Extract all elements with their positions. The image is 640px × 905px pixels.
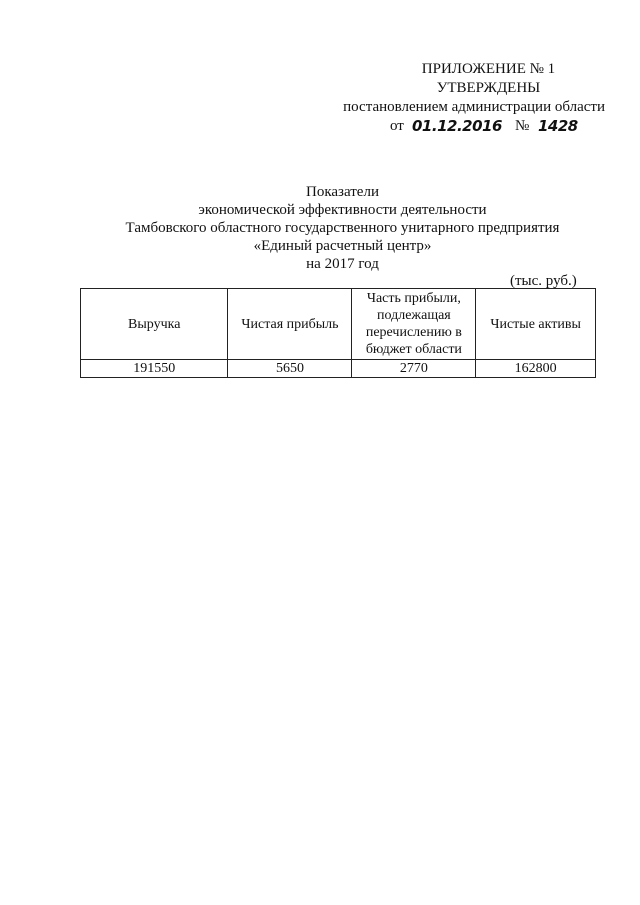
heading-line-5: на 2017 год [306,256,379,272]
header-net-assets: Чистые активы [476,289,596,360]
heading-line-4: «Единый расчетный центр» [253,238,432,254]
appendix-title: ПРИЛОЖЕНИЕ № 1 [421,61,556,77]
heading-line-1: Показатели [306,184,379,200]
approval-block [320,60,605,137]
decree-date-line [320,117,605,137]
cell-profit-share: 2770 [352,360,476,378]
document-heading [60,183,625,273]
indicators-table [80,288,596,378]
header-revenue: Выручка [81,289,228,360]
header-profit-share: Часть прибыли, подлежащая перечислению в бюджет области [352,289,476,360]
from-label: от [390,118,404,134]
decree-number: 1428 [538,117,578,135]
cell-revenue: 191550 [81,360,228,378]
heading-line-2: экономической эффективности деятельности [198,202,487,218]
table-header-row [81,289,596,360]
decree-text: постановлением администрации области [343,99,605,115]
decree-date: 01.12.2016 [412,117,502,135]
header-net-profit: Чистая прибыль [228,289,352,360]
units-label: (тыс. руб.) [510,273,577,289]
table-row [81,360,596,378]
heading-line-3: Тамбовского областного государственного унитарного предприятия [125,220,560,236]
cell-net-assets: 162800 [476,360,596,378]
number-label: № [515,118,530,134]
cell-net-profit: 5650 [228,360,352,378]
approved-label: УТВЕРЖДЕНЫ [436,80,541,96]
